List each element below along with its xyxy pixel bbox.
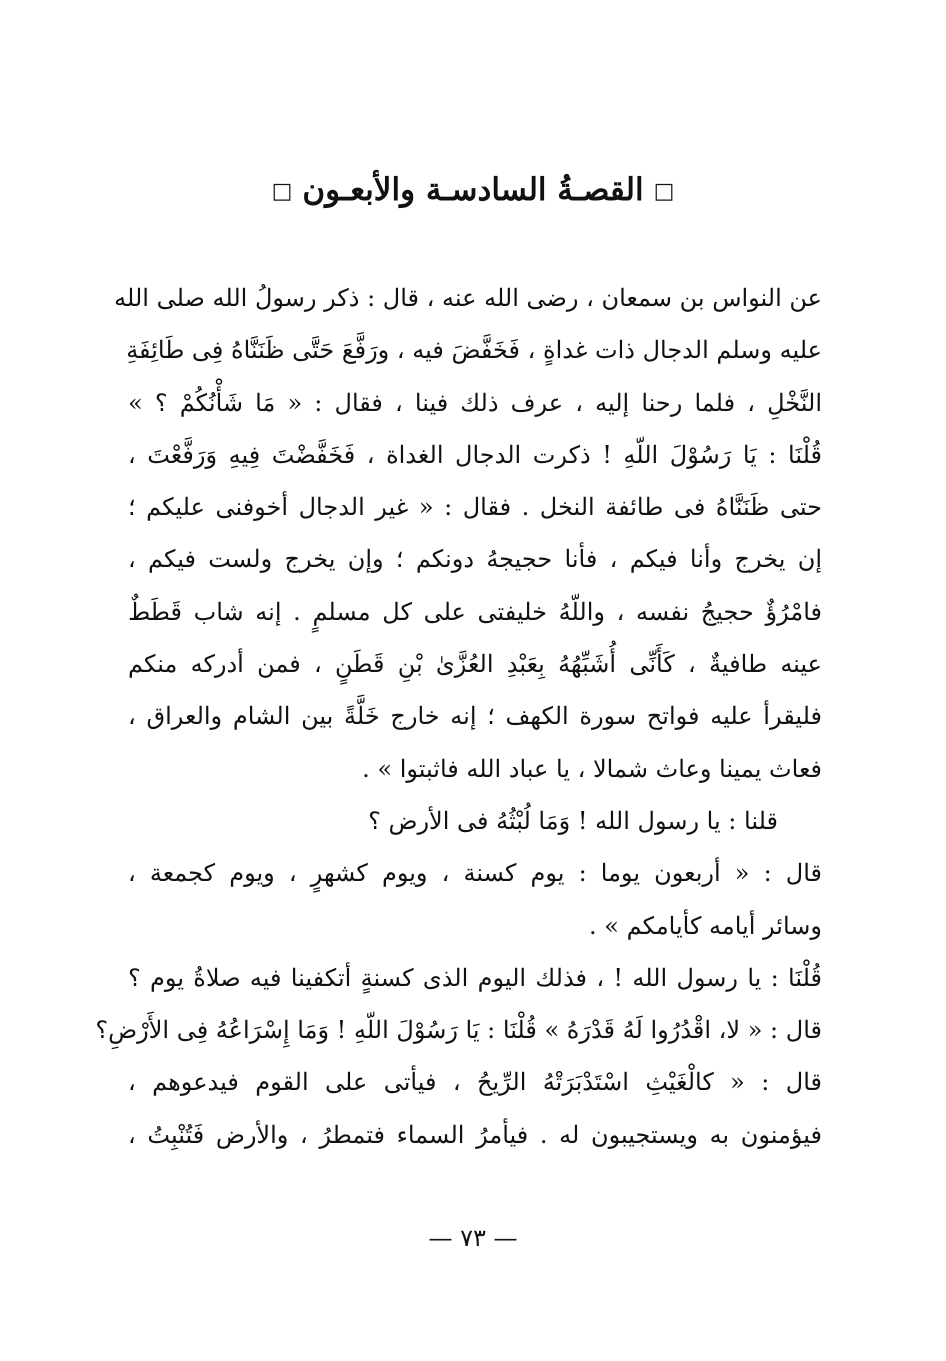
text-line: قال : « كالْغَيْثِ اسْتَدْبَرَتْهُ الرِّيحُ ، فيأتى على القوم فيدعوهم ،	[128, 1068, 822, 1097]
text-line: فامْرُؤٌ حجيجُ نفسه ، واللّهُ خليفتى على كل مسلمٍ . إنه شاب قَطَطٌ	[128, 597, 822, 626]
chapter-title	[120, 168, 826, 214]
text-line: النَّخْلِ ، فلما رحنا إليه ، عرف ذلك فينا ، فقال : « مَا شَأْنُكُمْ ؟ »	[128, 388, 822, 417]
text-line: فليقرأ عليه فواتح سورة الكهف ؛ إنه خارج خَلَّةً بين الشام والعراق ،	[128, 702, 822, 731]
text-line: فيؤمنون به ويستجيبون له . فيأمرُ السماء فتمطرُ ، والأرض فَتُنْبِتُ ،	[128, 1120, 822, 1149]
page-body	[95, 272, 822, 1161]
title-square-right-icon: □	[653, 178, 675, 204]
text-line: قلنا : يا رسول الله ! وَمَا لُبْثُهُ فى الأرض ؟	[368, 806, 778, 835]
text-line: عليه وسلم الدجال ذات غداةٍ ، فَخَفَّضَ فيه ، ورَفَّعَ حَتَّى ظَنَنَّاهُ فِى طَائِفَةِ	[126, 336, 822, 365]
text-line: عن النواس بن سمعان ، رضى الله عنه ، قال : ذكر رسولُ الله صلى الله	[114, 284, 822, 312]
text-line: إن يخرج وأنا فيكم ، فأنا حجيجهُ دونكم ؛ وإن يخرج ولست فيكم ،	[128, 545, 822, 574]
text-line: قال : « لا، اقْدُرُوا لَهُ قَدْرَهُ » قُلْنَا : يَا رَسُوْلَ اللّهِ ! وَمَا إِسْرَاعُهُ فِى الأَرْضِ؟	[95, 1016, 822, 1045]
text-line: حتى ظَنَنَّاهُ فى طائفة النخل . فقال : « غير الدجال أخوفنى عليكم ؛	[128, 493, 822, 522]
chapter-title-text: القصـةُ السادسـة والأبعـون	[302, 172, 644, 208]
text-line: قال : « أربعون يوما : يوم كسنة ، ويوم كشهرٍ ، ويوم كجمعة ،	[128, 859, 822, 888]
page-number: — ٧٣ —	[428, 1224, 518, 1252]
text-line: فعاث يمينا وعاث شمالا ، يا عباد الله فاثبتوا » .	[362, 754, 822, 783]
text-line: قُلْنَا : يَا رَسُوْلَ اللّهِ ! ذكرت الدجال الغداة ، فَخَفَّضْتَ فِيهِ وَرَفَّعْتَ ،	[128, 440, 822, 469]
text-line: وسائر أيامه كأيامكم » .	[589, 911, 822, 940]
text-line: قُلْنَا : يا رسول الله ! ، فذلك اليوم الذى كسنةٍ أتكفينا فيه صلاةُ يوم ؟	[128, 963, 822, 992]
title-square-left-icon: □	[271, 178, 293, 204]
text-line: عينه طافيةٌ ، كَأَنِّى أُشَبِّهُهُ بِعَبْدِ العُزَّىٰ بْنِ قَطَنٍ ، فمن أدركه منكم	[128, 650, 822, 679]
